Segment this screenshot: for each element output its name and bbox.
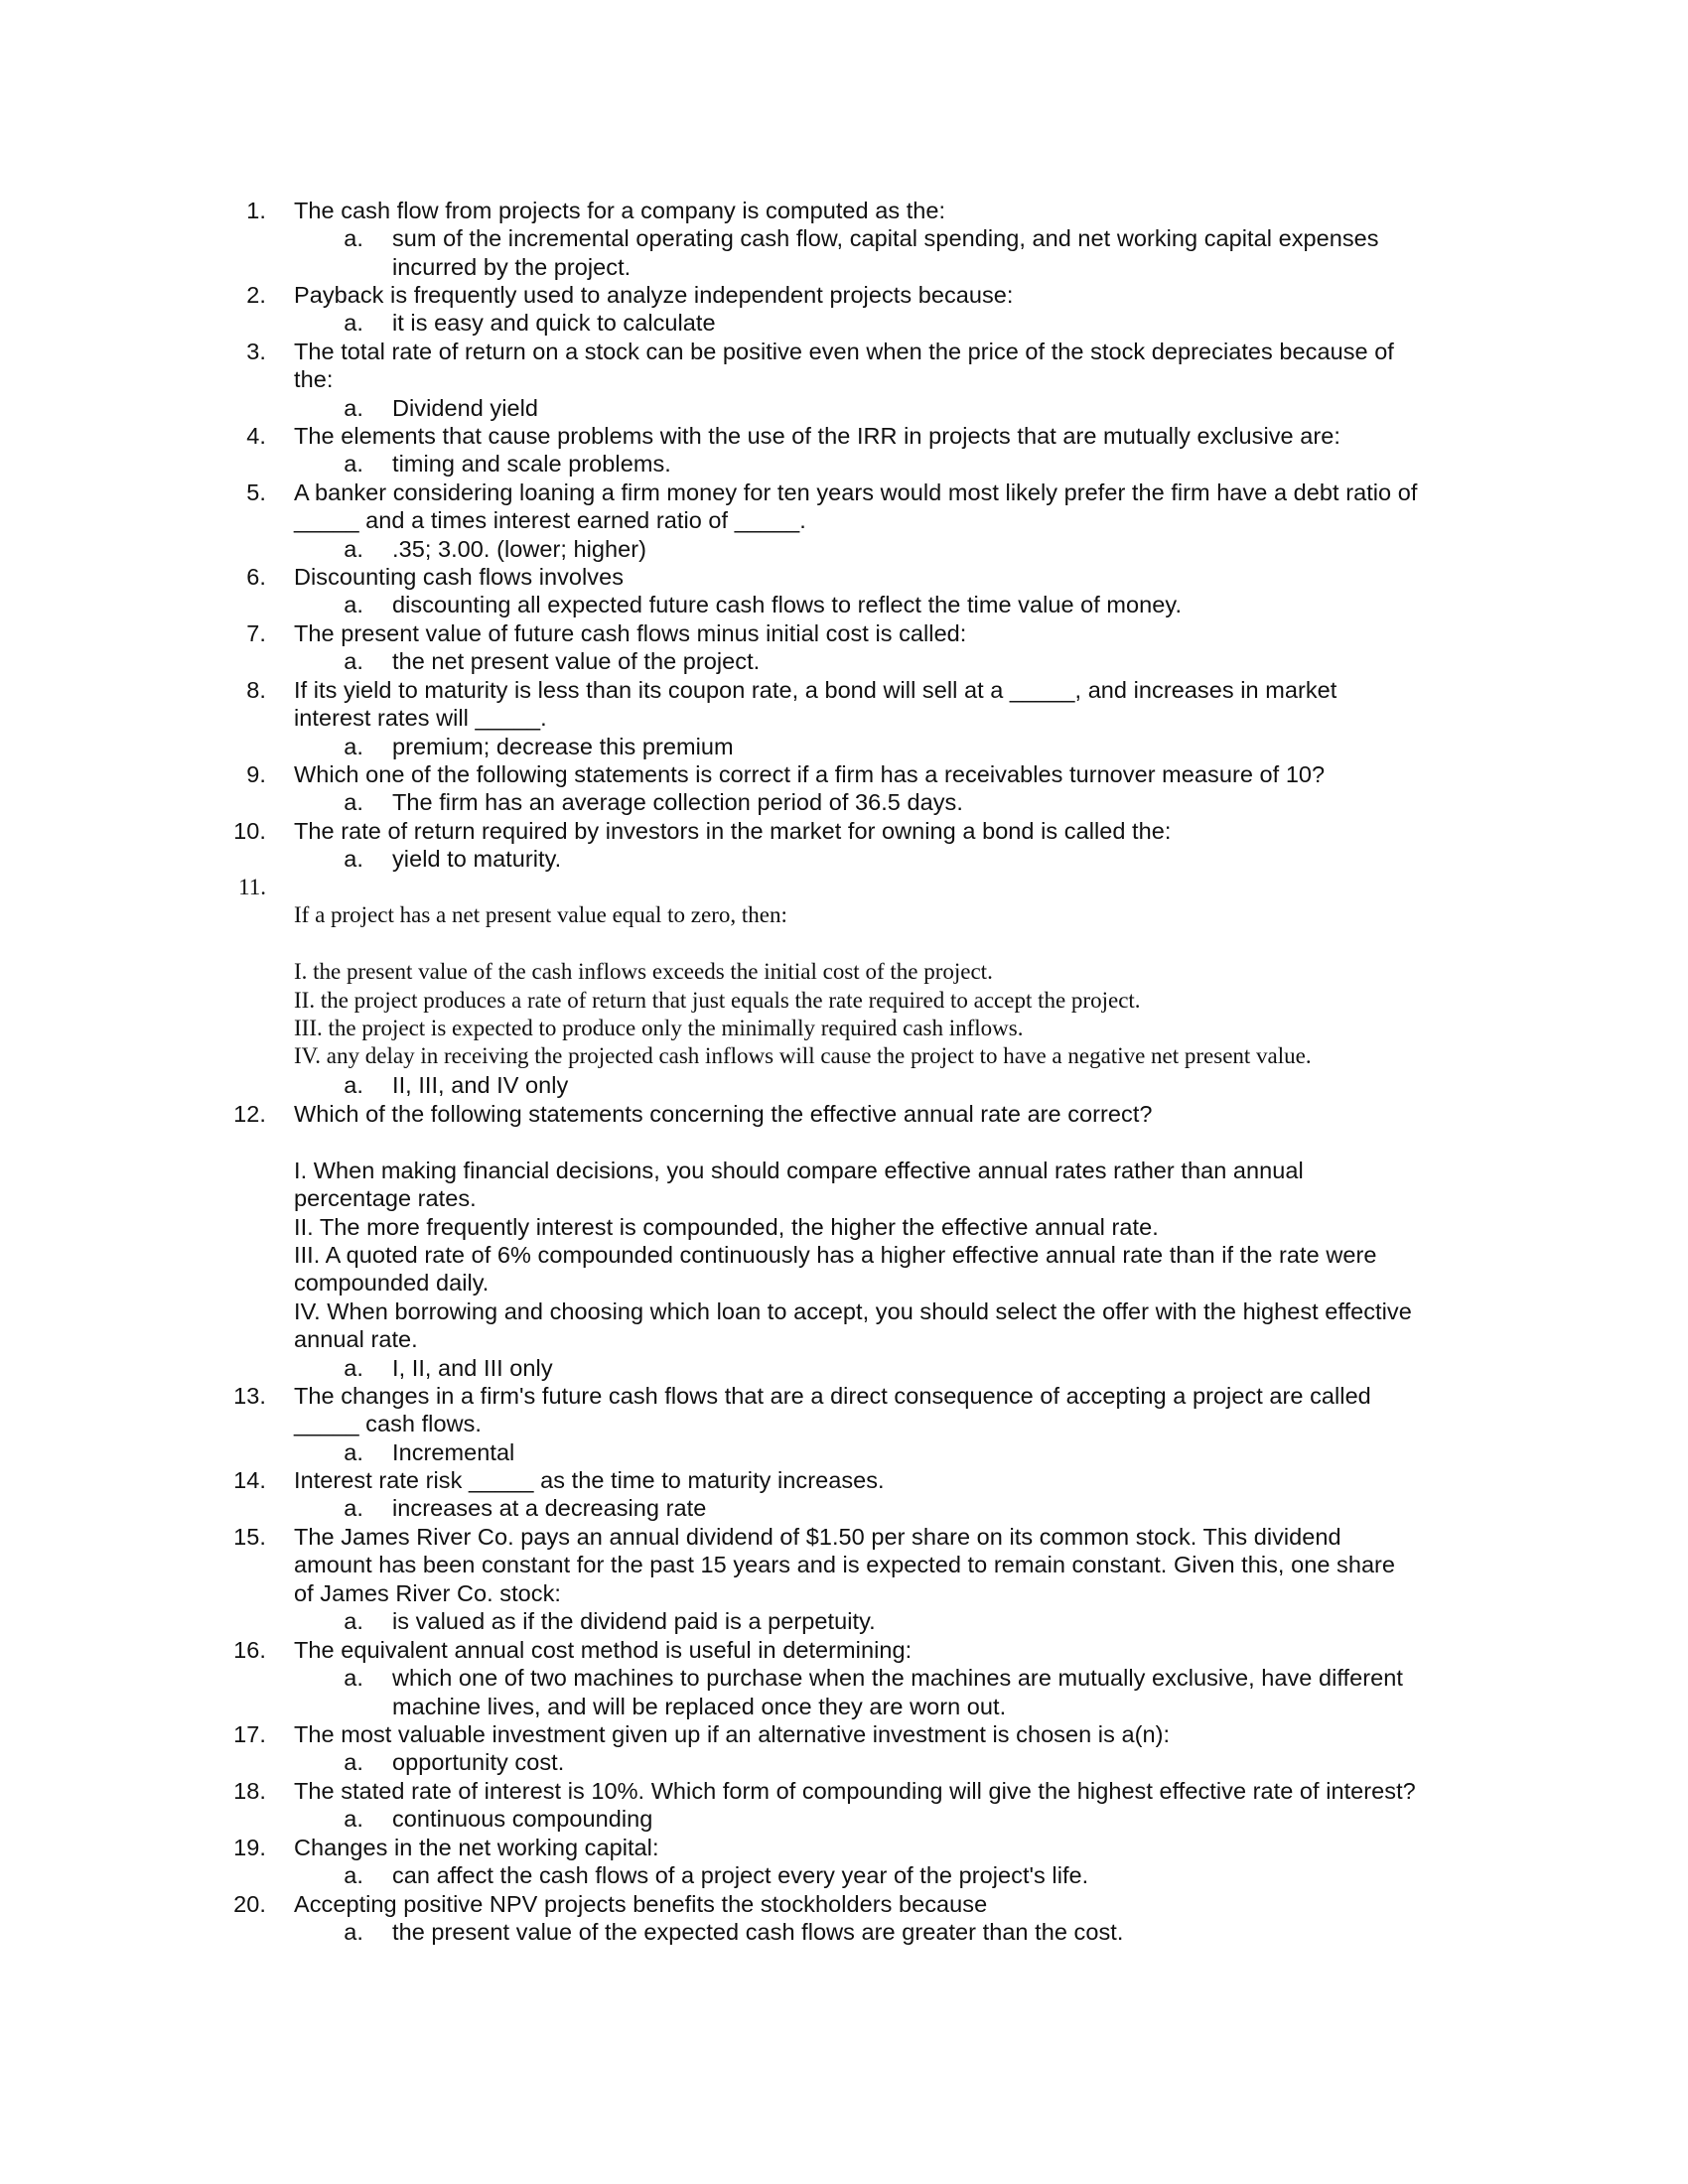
answer-text-line: is valued as if the dividend paid is a perpetuity. (392, 1608, 876, 1635)
question-text-line: amount has been constant for the past 15 years and is expected to remain constant. Given this, one share (294, 1552, 1396, 1578)
question-text-line: The James River Co. pays an annual dividend of $1.50 per share on its common stock. This dividend (294, 1524, 1341, 1550)
question-text-line: I. When making financial decisions, you should compare effective annual rates rather than annual (294, 1157, 1304, 1183)
question-text-line: _____ and a times interest earned ratio of _____. (294, 507, 806, 534)
answer-letter: a. (344, 310, 363, 337)
question-number: 6. (246, 564, 266, 590)
question-number: 13. (233, 1383, 266, 1409)
question-text-line: IV. any delay in receiving the projected cash inflows will cause the project to have a negative net present value. (294, 1043, 1312, 1069)
question-text-line: I. the present value of the cash inflows exceeds the initial cost of the project. (294, 959, 993, 985)
question-text-line: Discounting cash flows involves (294, 564, 625, 590)
answer-letter: a. (344, 1354, 363, 1381)
question-text-line: The changes in a firm's future cash flows that are a direct consequence of accepting a project are called (294, 1383, 1371, 1409)
question-text-line: The present value of future cash flows minus initial cost is called: (294, 620, 967, 646)
answer-text-line: premium; decrease this premium (392, 733, 734, 759)
question-text-line: Interest rate risk _____ as the time to maturity increases. (294, 1467, 885, 1493)
question-text-line: II. The more frequently interest is compounded, the higher the effective annual rate. (294, 1213, 1159, 1240)
answer-text-line: opportunity cost. (392, 1749, 565, 1776)
answer-text-line: can affect the cash flows of a project every year of the project's life. (392, 1862, 1089, 1889)
question-text-line: The stated rate of interest is 10%. Which form of compounding will give the highest effective rate of interest? (294, 1778, 1416, 1804)
answer-text-line: yield to maturity. (392, 846, 562, 873)
question-text-line: of James River Co. stock: (294, 1579, 561, 1606)
answer-text-line: incurred by the project. (392, 253, 632, 280)
answer-text-line: the net present value of the project. (392, 648, 761, 675)
answer-text-line: Dividend yield (392, 394, 539, 421)
answer-text-line: Incremental (392, 1438, 515, 1465)
question-number: 10. (233, 818, 266, 844)
question-text-line: The rate of return required by investors in the market for owning a bond is called the: (294, 818, 1172, 844)
answer-letter: a. (344, 225, 363, 252)
question-text-line: IV. When borrowing and choosing which loan to accept, you should select the offer with the highest effective (294, 1297, 1412, 1324)
answer-text-line: II, III, and IV only (392, 1071, 569, 1098)
question-number: 11. (238, 875, 266, 899)
question-number: 7. (246, 620, 266, 646)
answer-letter: a. (344, 1438, 363, 1465)
question-text-line: Accepting positive NPV projects benefits the stockholders because (294, 1891, 988, 1917)
question-text-line: III. A quoted rate of 6% compounded continuously has a higher effective annual rate than if the rate were (294, 1242, 1377, 1268)
answer-letter: a. (344, 846, 363, 873)
question-text-line: compounded daily. (294, 1270, 490, 1297)
answer-letter: a. (344, 733, 363, 759)
question-text-line: The equivalent annual cost method is useful in determining: (294, 1637, 913, 1663)
question-text-line: The cash flow from projects for a company is computed as the: (294, 198, 946, 223)
answer-text-line: I, II, and III only (392, 1354, 553, 1381)
question-text-line: the: (294, 366, 334, 393)
answer-text-line: machine lives, and will be replaced once they are worn out. (392, 1693, 1007, 1719)
question-text-line: If a project has a net present value equal to zero, then: (294, 902, 787, 928)
question-text-line: If its yield to maturity is less than its coupon rate, a bond will sell at a _____, and increases in market (294, 677, 1337, 703)
question-number: 17. (233, 1721, 266, 1747)
question-number: 19. (233, 1835, 266, 1860)
answer-text-line: which one of two machines to purchase when the machines are mutually exclusive, have different (392, 1665, 1403, 1692)
answer-text-line: continuous compounding (392, 1806, 653, 1833)
answer-letter: a. (344, 1608, 363, 1635)
question-number: 12. (233, 1101, 266, 1127)
answer-letter: a. (344, 789, 363, 816)
answer-text-line: increases at a decreasing rate (392, 1495, 707, 1522)
answer-letter: a. (344, 1495, 363, 1522)
question-text-line: II. the project produces a rate of return that just equals the rate required to accept the project. (294, 987, 1141, 1013)
answer-letter: a. (344, 451, 363, 478)
answer-letter: a. (344, 1749, 363, 1776)
question-text-line: The most valuable investment given up if an alternative investment is chosen is a(n): (294, 1721, 1171, 1747)
question-number: 1. (246, 198, 266, 223)
answer-letter: a. (344, 1806, 363, 1833)
answer-letter: a. (344, 1071, 363, 1098)
question-text-line: _____ cash flows. (294, 1411, 482, 1437)
question-text-line: III. the project is expected to produce only the minimally required cash inflows. (294, 1016, 1024, 1040)
answer-letter: a. (344, 394, 363, 421)
answer-text-line: sum of the incremental operating cash flow, capital spending, and net working capital expenses (392, 225, 1379, 252)
question-number: 9. (246, 761, 266, 787)
question-text-line: A banker considering loaning a firm money for ten years would most likely prefer the firm have a debt ratio of (294, 479, 1418, 505)
question-number: 5. (246, 479, 266, 505)
answer-text-line: The firm has an average collection period of 36.5 days. (392, 789, 963, 816)
question-text-line: The total rate of return on a stock can be positive even when the price of the stock depreciates because of (294, 339, 1394, 364)
answer-letter: a. (344, 1862, 363, 1889)
question-text-line: Payback is frequently used to analyze independent projects because: (294, 282, 1014, 308)
question-number: 15. (233, 1524, 266, 1550)
question-number: 3. (246, 339, 266, 364)
question-text-line: interest rates will _____. (294, 705, 547, 732)
question-number: 2. (246, 282, 266, 308)
answer-text-line: it is easy and quick to calculate (392, 310, 716, 337)
question-text-line: Changes in the net working capital: (294, 1835, 659, 1860)
question-number: 8. (246, 677, 266, 703)
answer-letter: a. (344, 1919, 363, 1946)
question-text-line: annual rate. (294, 1326, 418, 1353)
question-text-line: Which one of the following statements is correct if a firm has a receivables turnover measure of 10? (294, 761, 1326, 787)
answer-letter: a. (344, 1665, 363, 1692)
question-number: 14. (233, 1467, 266, 1493)
question-number: 20. (233, 1891, 266, 1917)
question-text-line: Which of the following statements concerning the effective annual rate are correct? (294, 1101, 1153, 1127)
answer-letter: a. (344, 648, 363, 675)
question-number: 18. (233, 1778, 266, 1804)
question-text-line: percentage rates. (294, 1185, 477, 1212)
answer-text-line: discounting all expected future cash flows to reflect the time value of money. (392, 592, 1183, 618)
question-text-line: The elements that cause problems with the use of the IRR in projects that are mutually exclusive are: (294, 423, 1340, 449)
answer-letter: a. (344, 592, 363, 618)
answer-text-line: the present value of the expected cash flows are greater than the cost. (392, 1919, 1124, 1946)
answer-text-line: .35; 3.00. (lower; higher) (392, 535, 647, 562)
answer-text-line: timing and scale problems. (392, 451, 671, 478)
question-number: 4. (246, 423, 266, 449)
question-number: 16. (233, 1637, 266, 1663)
answer-letter: a. (344, 535, 363, 562)
